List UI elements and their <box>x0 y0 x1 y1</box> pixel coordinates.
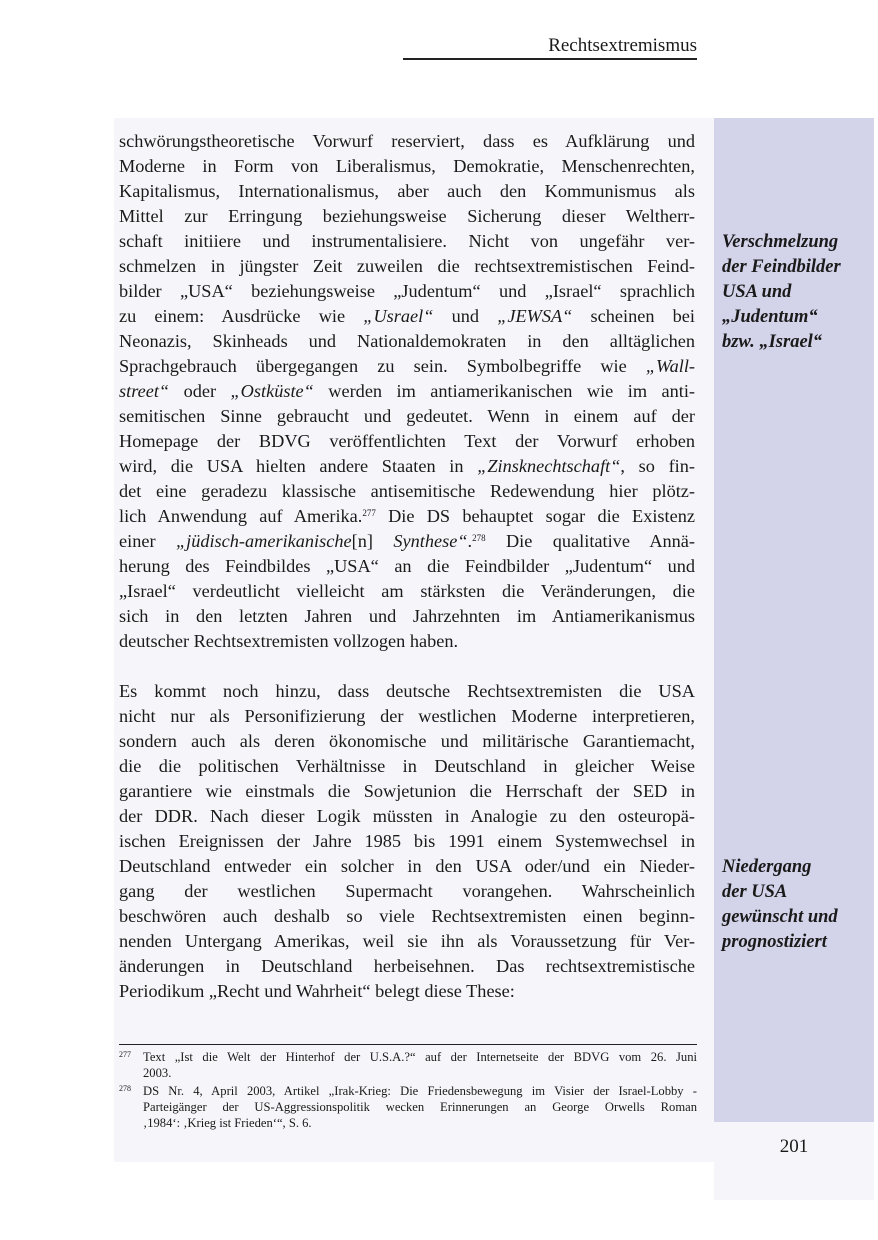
footnote-ref: 278 <box>472 533 486 543</box>
text-line: schaft initiiere und instrumentalisiere. Nicht von ungefähr ver- <box>119 231 695 251</box>
text-line: gang der westlichen Supermacht vorangehen. Wahrscheinlich <box>119 881 695 901</box>
text-line: ischen Ereignissen der Jahre 1985 bis 1991 einem Systemwechsel in <box>119 831 695 851</box>
margin-note-line: Verschmelzung <box>722 232 839 252</box>
text-line: die die politischen Verhältnisse in Deutschland in gleicher Weise <box>119 756 695 776</box>
text-line <box>119 379 695 404</box>
text-segment: werden im antiamerikanischen wie im anti- <box>313 381 695 401</box>
text-segment: , so fin- <box>620 456 695 476</box>
footnote-line: Text „Ist die Welt der Hinterhof der U.S.A.?“ auf der Internetseite der BDVG vom 26. Juni <box>143 1050 697 1064</box>
page-number: 201 <box>779 1136 809 1157</box>
margin-note-line: USA und <box>722 282 792 302</box>
text-segment: „jüdisch-amerikanische <box>175 531 352 551</box>
text-line: semitischen Sinne gebraucht und gedeutet. Wenn in einem auf der <box>119 406 695 426</box>
footnote-line: 2003. <box>143 1066 172 1080</box>
text-line: Homepage der BDVG veröffentlichten Text der Vorwurf erhoben <box>119 431 695 451</box>
text-segment: „Zinsknechtschaft“ <box>477 456 621 476</box>
body-paragraph-1 <box>119 129 695 654</box>
text-line: Moderne in Form von Liberalismus, Demokratie, Menschenrechten, <box>119 156 695 176</box>
text-segment: Synthese“ <box>393 531 468 551</box>
margin-note-niedergang <box>722 855 872 955</box>
text-line: der DDR. Nach dieser Logik müssten in Analogie zu den osteuropä- <box>119 806 695 826</box>
text-line <box>119 504 695 529</box>
text-line: nenden Untergang Amerikas, weil sie ihn als Voraussetzung für Ver- <box>119 931 695 951</box>
footnote-number: 278 <box>119 1084 131 1093</box>
margin-note-line: bzw. „Israel“ <box>722 332 823 352</box>
text-line: Kapitalismus, Internationalismus, aber auch den Kommunismus als <box>119 181 695 201</box>
footnote-number: 277 <box>119 1050 131 1059</box>
footnote-text <box>143 1083 697 1131</box>
text-line: Neonazis, Skinheads und Nationaldemokraten in den alltäglichen <box>119 331 695 351</box>
margin-note-line: Niedergang <box>722 857 812 877</box>
text-line: änderungen in Deutschland herbeisehnen. Das rechtsextremistische <box>119 956 695 976</box>
text-line: Periodikum „Recht und Wahrheit“ belegt diese These: <box>119 981 515 1001</box>
text-line: schmelzen in jüngster Zeit zuweilen die rechtsextremistischen Feind- <box>119 256 695 276</box>
text-segment: Sprachgebrauch übergegangen zu sein. Symbolbegriffe wie <box>119 356 646 376</box>
footnote-277 <box>119 1049 697 1081</box>
margin-note-feindbilder <box>722 230 872 355</box>
body-paragraph-2 <box>119 679 695 1004</box>
text-segment: lich Anwendung auf Amerika. <box>119 506 363 526</box>
footnote-278 <box>119 1083 697 1131</box>
text-segment: street“ <box>119 381 170 401</box>
text-segment: [n] <box>351 531 394 551</box>
margin-note-line: „Judentum“ <box>722 307 818 327</box>
footnote-line: DS Nr. 4, April 2003, Artikel „Irak-Krieg: Die Friedensbewegung im Visier der Israel-Lobby - <box>143 1084 697 1098</box>
text-line: beschwören auch deshalb so viele Rechtsextremisten einen beginn- <box>119 906 695 926</box>
text-line: schwörungstheoretische Vorwurf reserviert, dass es Aufklärung und <box>119 131 695 151</box>
text-segment: „Ostküste“ <box>230 381 314 401</box>
text-segment: „Usrael“ <box>363 306 434 326</box>
text-segment: scheinen bei <box>572 306 695 326</box>
running-header <box>403 34 697 60</box>
footnote-line: ‚1984‘: ‚Krieg ist Frieden‘“, S. 6. <box>143 1116 312 1130</box>
footnote-text <box>143 1049 697 1081</box>
margin-note-line: der USA <box>722 882 788 902</box>
text-segment: zu einem: Ausdrücke wie <box>119 306 364 326</box>
text-line: Mittel zur Erringung beziehungsweise Sicherung dieser Weltherr- <box>119 206 695 226</box>
running-title: Rechtsextremismus <box>548 35 697 56</box>
text-segment: einer <box>119 531 176 551</box>
footnote-ref: 277 <box>362 508 376 518</box>
footnote-line: Parteigänger der US-Aggressionspolitik wecken Erinnerungen an George Orwells Roman <box>143 1100 697 1114</box>
margin-note-line: gewünscht und <box>722 907 838 927</box>
text-segment: oder <box>169 381 231 401</box>
page-number-box <box>714 1122 874 1200</box>
text-line: bilder „USA“ beziehungsweise „Judentum“ und „Israel“ sprachlich <box>119 281 695 301</box>
text-line: deutscher Rechtsextremisten vollzogen haben. <box>119 631 459 651</box>
text-segment: . <box>467 531 473 551</box>
text-line: nicht nur als Personifizierung der westlichen Moderne interpretieren, <box>119 706 695 726</box>
text-line: det eine geradezu klassische antisemitische Redewendung hier plötz- <box>119 481 695 501</box>
footnote-separator <box>119 1044 697 1045</box>
text-line: sondern auch als deren ökonomische und militärische Garantiemacht, <box>119 731 695 751</box>
text-segment: „Wall- <box>645 356 695 376</box>
text-segment: „JEWSA“ <box>497 306 573 326</box>
text-segment: Die qualitative Annä- <box>485 531 696 551</box>
text-segment: Die DS behauptet sogar die Existenz <box>375 506 695 526</box>
text-line <box>119 304 695 329</box>
text-segment: wird, die USA hielten andere Staaten in <box>119 456 478 476</box>
text-line <box>119 454 695 479</box>
margin-note-line: der Feindbilder <box>722 257 841 277</box>
margin-note-line: prognostiziert <box>722 932 827 952</box>
text-line: garantiere wie einstmals die Sowjetunion die Herrschaft der SED in <box>119 781 695 801</box>
text-line: „Israel“ verdeutlicht vielleicht am stärksten die Veränderungen, die <box>119 581 695 601</box>
text-line: herung des Feindbildes „USA“ an die Feindbilder „Judentum“ und <box>119 556 695 576</box>
text-line <box>119 354 695 379</box>
text-line <box>119 529 695 554</box>
text-line: Es kommt noch hinzu, dass deutsche Rechtsextremisten die USA <box>119 681 695 701</box>
text-segment: und <box>433 306 498 326</box>
text-line: sich in den letzten Jahren und Jahrzehnten im Antiamerikanismus <box>119 606 695 626</box>
text-line: Deutschland entweder ein solcher in den USA oder/und ein Nieder- <box>119 856 695 876</box>
